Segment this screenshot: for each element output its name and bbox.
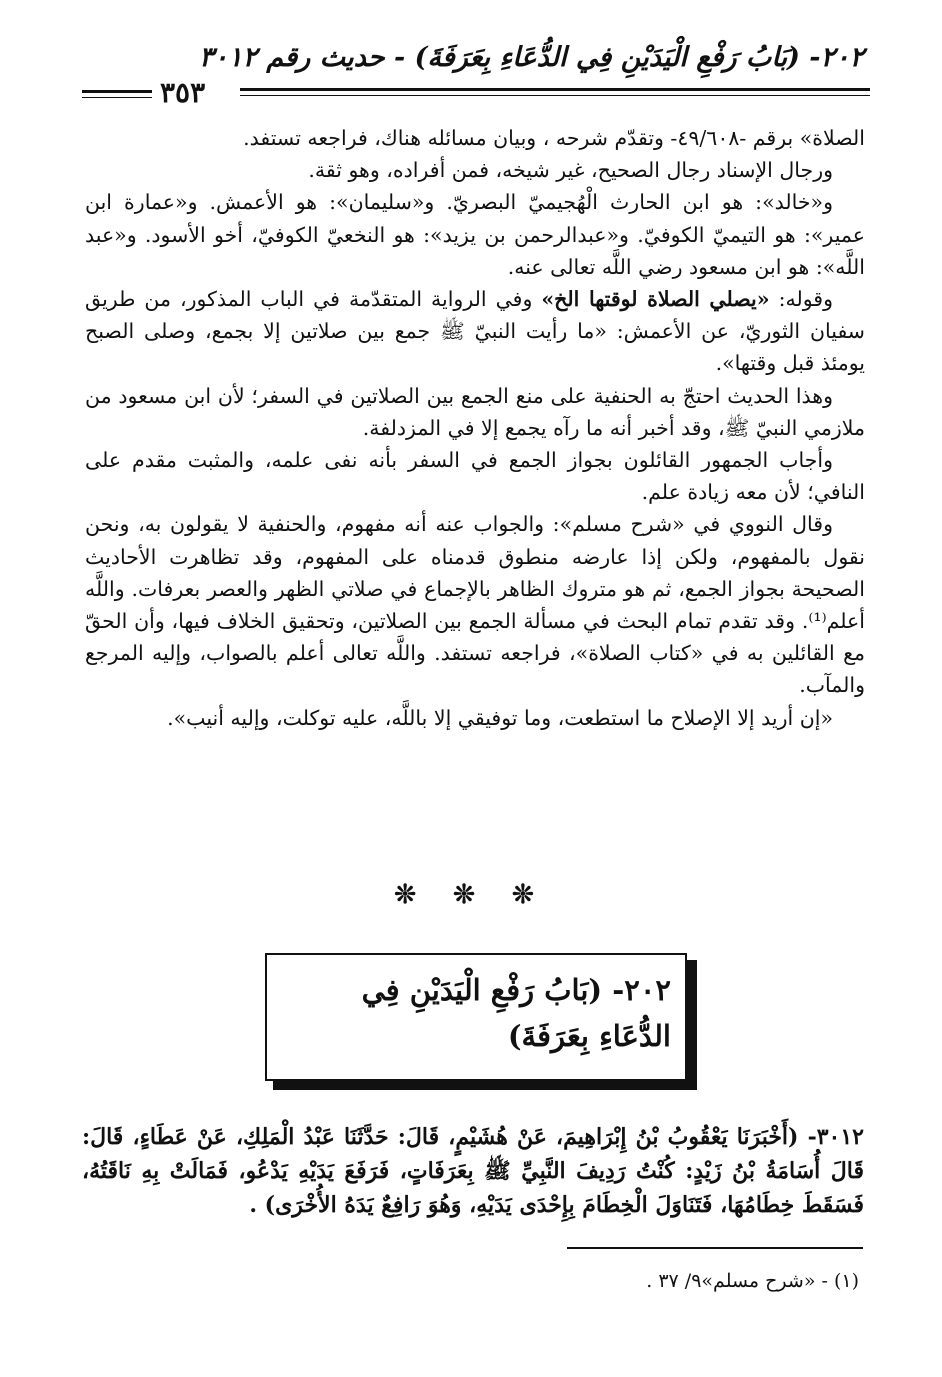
chapter-title: ٢٠٢- (بَابُ رَفْعِ الْيَدَيْنِ فِي الدُّعَاءِ بِعَرَفَةَ): [361, 973, 671, 1053]
paragraph-rest: وفي الرواية المتقدّمة في الباب المذكور، من طريق سفيان الثوريّ، عن الأعمش: «ما رأيت النبيّ ﷺ جمع بين صلاتين إلا بجمع، وصلى الصبح يومئذ قبل وقتها».: [85, 287, 865, 376]
paragraph-closing-quote: «إن أريد إلا الإصلاح ما استطعت، وما توفيقي إلا باللَّه، عليه توكلت، وإليه أنيب».: [167, 705, 833, 730]
footnote: (١) - «شرح مسلم»٩/ ٣٧ .: [646, 1270, 859, 1292]
paragraph: ورجال الإسناد رجال الصحيح، غير شيخه، فمن أفراده، وهو ثقة.: [308, 158, 833, 183]
bold-quote: «يصلي الصلاة لوقتها الخ»: [541, 287, 770, 312]
paragraph: الصلاة» برقم -٤٩/٦٠٨- وتقدّم شرحه ، وبيان مسائله هناك، فراجعه تستفد.: [243, 126, 865, 150]
page-number-rule: [82, 90, 152, 93]
page-number-rule-thin: [82, 97, 152, 98]
paragraph: وأجاب الجمهور القائلون بجواز الجمع في السفر بأنه نفى علمه، والمثبت مقدم على النافي؛ لأن معه زيادة علم.: [85, 448, 865, 505]
header-title: ٢٠٢- (بَابُ رَفْعِ الْيَدَيْنِ فِي الدُّعَاءِ بِعَرَفَةَ) - حديث رقم ٣٠١٢: [198, 42, 864, 73]
section-separator: ❊ ❊ ❊: [394, 880, 548, 910]
paragraph: و«خالد»: هو ابن الحارث الْهُجيميّ البصريّ. و«سليمان»: هو الأعمش. و«عمارة ابن عمير»: هو التيميّ الكوفيّ. و«عبدالرحمن بن يزيد»: هو النخعيّ الكوفيّ، أخو الأسود. و«عبد اللَّه»: هو ابن مسعود رضي اللَّه تعالى عنه.: [85, 190, 865, 279]
footnote-rule: [567, 1247, 863, 1249]
main-text: [85, 122, 865, 734]
chapter-box: [265, 953, 687, 1081]
paragraph: وهذا الحديث احتجّ به الحنفية على منع الجمع بين الصلاتين في السفر؛ لأن ابن مسعود من ملازمي النبيّ ﷺ، وقد أخبر أنه ما رآه يجمع إلا في المزدلفة.: [85, 383, 865, 440]
header-rule-thin: [240, 95, 870, 96]
paragraph-commentary: [85, 283, 865, 380]
hadith-text: ٣٠١٢- (أَخْبَرَنَا يَعْقُوبُ بْنُ إِبْرَاهِيمَ، عَنْ هُشَيْمٍ، قَالَ: حَدَّثَنَا عَبْدُ الْمَلِكِ، عَنْ عَطَاءٍ، قَالَ: قَالَ أُسَامَةُ بْنُ زَيْدٍ: كُنْتُ رَدِيفَ النَّبِيِّ ﷺ بِعَرَفَاتٍ، فَرَفَعَ يَدَيْهِ يَدْعُو، فَمَالَتْ بِهِ نَاقَتُهُ، فَسَقَطَ خِطَامُهَا، فَتَنَاوَلَ الْخِطَامَ بِإِحْدَى يَدَيْهِ، وَهُوَ رَافِعٌ يَدَهُ الأُخْرَى) .: [82, 1124, 864, 1218]
paragraph: وقال النووي في «شرح مسلم»: والجواب عنه أنه مفهوم، والحنفية لا يقولون به، ونحن نقول بالمفهوم، ولكن إذا عارضه منطوق قدمناه على المفهوم، وقد تظاهرت الأحاديث الصحيحة بجواز الجمع، ثم هو متروك الظاهر بالإجماع في صلاتي الظهر والعصر بعرفات. واللَّه أعلم⁽¹⁾. وقد تقدم تمام البحث في مسألة الجمع بين الصلاتين، وتحقيق الخلاف فيها، وأن الحقّ مع القائلين به في «كتاب الصلاة»، فراجعه تستفد. واللَّه تعالى أعلم بالصواب، وإليه المرجع والمآب.: [85, 512, 865, 698]
page-number: ٣٥٣: [160, 76, 206, 109]
paragraph-prefix: وقوله:: [769, 287, 834, 312]
running-header: [82, 38, 870, 109]
header-rule: [240, 88, 870, 91]
